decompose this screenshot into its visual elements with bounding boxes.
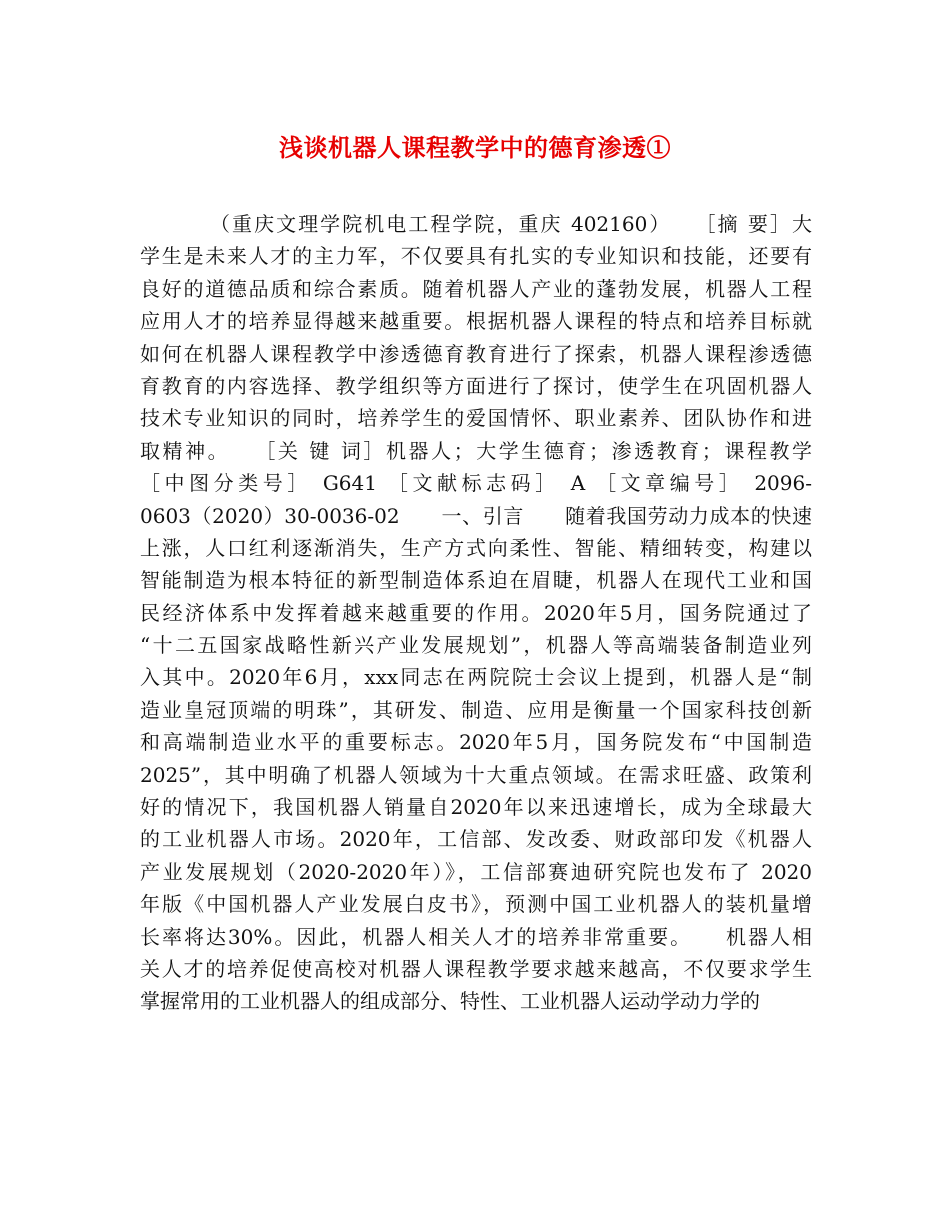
body-line: 如何在机器人课程教学中渗透德育教育进行了探索，机器人课程渗透德 [140, 341, 812, 366]
body-line: 应用人才的培养显得越来越重要。根据机器人课程的特点和培养目标就 [140, 309, 812, 334]
body-line: 良好的道德品质和综合素质。随着机器人产业的蓬勃发展，机器人工程 [140, 276, 812, 301]
body-line: 好的情况下，我国机器人销量自2020年以来迅速增长，成为全球最大 [140, 795, 812, 820]
body-line: （重庆文理学院机电工程学院，重庆 402160） ［摘 要］大 [210, 212, 812, 236]
body-line: 入其中。2020年6月，xxx同志在两院院士会议上提到，机器人是“制 [140, 665, 812, 690]
body-line: 民经济体系中发挥着越来越重要的作用。2020年5月，国务院通过了 [140, 600, 812, 625]
body-line: 长率将达30%。因此，机器人相关人才的培养非常重要。 机器人相 [140, 924, 812, 949]
body-line: 智能制造为根本特征的新型制造体系迫在眉睫，机器人在现代工业和国 [140, 568, 812, 593]
body-line: 造业皇冠顶端的明珠”，其研发、制造、应用是衡量一个国家科技创新 [140, 697, 812, 722]
body-line: 育教育的内容选择、教学组织等方面进行了探讨，使学生在巩固机器人 [140, 373, 812, 398]
body-line: 的工业机器人市场。2020年，工信部、发改委、财政部印发《机器人 [140, 827, 812, 852]
body-line: 产业发展规划（2020-2020年）》，工信部赛迪研究院也发布了 2020 [140, 859, 812, 884]
document-title: 浅谈机器人课程教学中的德育渗透① [279, 133, 671, 162]
body-line: “十二五国家战略性新兴产业发展规划”，机器人等高端装备制造业列 [140, 633, 812, 658]
body-line: 2025”，其中明确了机器人领域为十大重点领域。在需求旺盛、政策利 [140, 762, 812, 787]
body-line: 掌握常用的工业机器人的组成部分、特性、工业机器人运动学动力学的 [140, 989, 760, 1014]
body-line: 取精神。 ［关 键 词］机器人；大学生德育；渗透教育；课程教学 [140, 438, 812, 463]
body-line: 上涨，人口红利逐渐消失，生产方式向柔性、智能、精细转变，构建以 [140, 535, 812, 560]
body-line: ［中图分类号］ G641 ［文献标志码］ A ［文章编号］ 2096- [140, 471, 812, 496]
body-line: 和高端制造业水平的重要标志。2020年5月，国务院发布“中国制造 [140, 730, 812, 755]
body-line: 年版《中国机器人产业发展白皮书》，预测中国工业机器人的装机量增 [140, 892, 812, 917]
body-line: 学生是未来人才的主力军，不仅要具有扎实的专业知识和技能，还要有 [140, 244, 812, 269]
body-line: 技术专业知识的同时，培养学生的爱国情怀、职业素养、团队协作和进 [140, 406, 812, 431]
body-line: 0603（2020）30-0036-02 一、引言 随着我国劳动力成本的快速 [140, 503, 812, 528]
body-line: 关人才的培养促使高校对机器人课程教学要求越来越高，不仅要求学生 [140, 956, 812, 981]
document-body [140, 208, 812, 1018]
